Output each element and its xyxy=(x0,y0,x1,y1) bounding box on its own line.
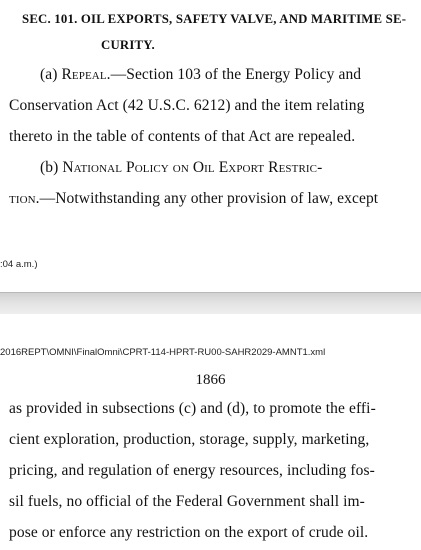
paragraph-b-line-2 xyxy=(9,190,378,208)
paragraph-a-label: (a) xyxy=(40,66,62,83)
paragraph-b-line-2-text: .—Notwithstanding any other provision of law, except xyxy=(35,190,379,207)
paragraph-b-label: (b) xyxy=(40,159,63,176)
paragraph-b-line-1 xyxy=(40,159,322,177)
paragraph-a-line-2: Conservation Act (42 U.S.C. 6212) and the item relating xyxy=(9,97,365,114)
body-line-5: pose or enforce any restriction on the export of crude oil. xyxy=(9,524,369,541)
file-path-header: 2016REPT\OMNI\FinalOmni\CPRT-114-HPRT-RU00-SAHR2029-AMNT1.xml xyxy=(0,347,326,358)
paragraph-a-line-3: thereto in the table of contents of that Act are repealed. xyxy=(9,128,356,145)
page-number: 1866 xyxy=(195,372,226,388)
paragraph-b-caption-end: tion xyxy=(9,190,36,207)
paragraph-a-line-1 xyxy=(40,66,361,84)
document-page-lower xyxy=(0,314,421,550)
timestamp-fragment: :04 a.m.) xyxy=(0,259,38,270)
body-line-2: cient exploration, production, storage, supply, marketing, xyxy=(9,431,370,448)
paragraph-a-line-1-text: .—Section 103 of the Energy Policy and xyxy=(106,66,362,83)
body-line-3: pricing, and regulation of energy resources, including fos- xyxy=(9,462,375,479)
paragraph-b-caption: National Policy on Oil Export Restric- xyxy=(62,159,323,176)
section-heading-line-2: CURITY. xyxy=(101,38,155,52)
body-line-1: as provided in subsections (c) and (d), to promote the effi- xyxy=(9,400,376,417)
section-heading-line-1: SEC. 101. OIL EXPORTS, SAFETY VALVE, AND MARITIME SE- xyxy=(22,12,407,26)
paragraph-a-caption: Repeal xyxy=(61,66,107,83)
page-separator xyxy=(0,292,421,315)
body-line-4: sil fuels, no official of the Federal Government shall im- xyxy=(9,493,365,510)
